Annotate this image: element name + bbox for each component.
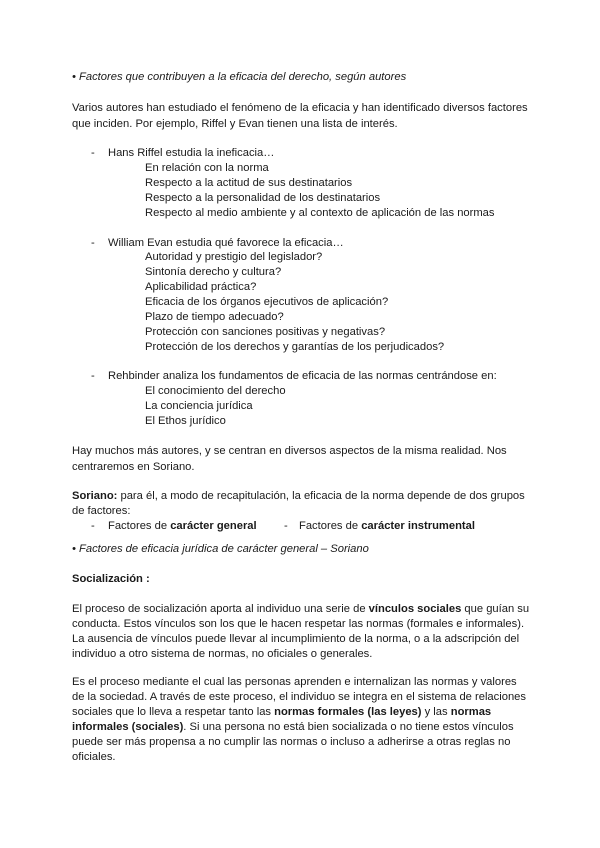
p2-line-2: de la sociedad. A través de este proceso, el individuo se integra en el sistema de relaciones: [72, 691, 526, 703]
factor-bold: carácter instrumental: [361, 520, 475, 532]
dash: -: [91, 147, 95, 159]
p2-line-5: puede ser más propensa a no cumplir las normas o incluso a adherirse a otras reglas no: [72, 736, 511, 748]
list-item: Plazo de tiempo adecuado?: [145, 311, 284, 323]
list-item: Aplicabilidad práctica?: [145, 281, 257, 293]
list-item: Autoridad y prestigio del legislador?: [145, 251, 323, 263]
text: sociales que lo lleva a respetar tanto las: [72, 706, 275, 718]
soriano-line-2: de factores:: [72, 505, 131, 517]
factor-prefix: Factores de: [299, 520, 362, 532]
section-heading-general: [72, 542, 369, 557]
intro-line-2: que inciden. Por ejemplo, Riffel y Evan tienen una lista de interés.: [72, 118, 398, 130]
text: que guían su: [461, 603, 530, 615]
factor-general: [108, 519, 257, 534]
dash: -: [91, 237, 95, 249]
author-rehbinder: [0, 369, 600, 384]
soriano-line-1: [72, 489, 525, 504]
closing-line-1: Hay muchos más autores, y se centran en diversos aspectos de la misma realidad. Nos: [72, 445, 507, 457]
factor-prefix: Factores de: [108, 520, 171, 532]
heading-text: Factores que contribuyen a la eficacia del derecho, según autores: [79, 71, 407, 83]
p1-line-2: conducta. Estos vínculos son los que le hacen respetar las normas (formales e informales).: [72, 618, 525, 630]
closing-line-2: centraremos en Soriano.: [72, 461, 195, 473]
bold-text: normas: [450, 706, 492, 718]
author-title: William Evan estudia qué favorece la eficacia…: [108, 237, 344, 249]
list-item: Eficacia de los órganos ejecutivos de aplicación?: [145, 296, 389, 308]
subheading-socializacion: Socialización :: [72, 573, 150, 585]
list-item: Protección de los derechos y garantías de los perjudicados?: [145, 341, 445, 353]
intro-line-1: Varios autores han estudiado el fenómeno de la eficacia y han identificado diversos factores: [72, 102, 528, 114]
p2-line-4: [72, 720, 514, 735]
p1-line-1: [72, 602, 529, 617]
p2-line-6: oficiales.: [72, 751, 116, 763]
text: y las: [421, 706, 451, 718]
dash: -: [91, 370, 95, 382]
list-item: En relación con la norma: [145, 162, 269, 174]
p1-line-4: individuo a otro sistema de normas, no oficiales o generales.: [72, 648, 373, 660]
bold-text: informales (sociales): [72, 721, 184, 733]
dash: -: [91, 520, 95, 532]
list-item: El conocimiento del derecho: [145, 385, 286, 397]
factor-groups: [0, 519, 600, 534]
list-item: Respecto al medio ambiente y al contexto de aplicación de las normas: [145, 207, 495, 219]
list-item: Protección con sanciones positivas y negativas?: [145, 326, 386, 338]
bullet: •: [72, 71, 76, 83]
author-riffel: [0, 146, 600, 161]
bold-text: vínculos sociales: [368, 603, 462, 615]
bullet: •: [72, 543, 76, 555]
soriano-label: Soriano:: [72, 490, 118, 502]
soriano-text: para él, a modo de recapitulación, la eficacia de la norma depende de dos grupos: [117, 490, 525, 502]
p2-line-1: Es el proceso mediante el cual las personas aprenden e internalizan las normas y valores: [72, 676, 517, 688]
author-title: Rehbinder analiza los fundamentos de eficacia de las normas centrándose en:: [108, 370, 497, 382]
author-title: Hans Riffel estudia la ineficacia…: [108, 147, 275, 159]
p1-line-3: La ausencia de vínculos puede llevar al incumplimiento de la norma, o a la adscripción del: [72, 633, 520, 645]
author-evan: [0, 236, 600, 251]
list-item: El Ethos jurídico: [145, 415, 226, 427]
bold-text: normas formales (las leyes): [274, 706, 422, 718]
p2-line-3: [72, 705, 491, 720]
factor-instrumental: [299, 519, 475, 534]
heading-text: Factores de eficacia jurídica de carácter general – Soriano: [79, 543, 369, 555]
section-heading-authors: [72, 70, 406, 85]
text: El proceso de socialización aporta al individuo una serie de: [72, 603, 369, 615]
dash: -: [284, 520, 288, 532]
list-item: Respecto a la personalidad de los destinatarios: [145, 192, 381, 204]
factor-bold: carácter general: [170, 520, 257, 532]
list-item: La conciencia jurídica: [145, 400, 253, 412]
list-item: Sintonía derecho y cultura?: [145, 266, 282, 278]
list-item: Respecto a la actitud de sus destinatarios: [145, 177, 353, 189]
text: . Si una persona no está bien socializada o no tiene estos vínculos: [183, 721, 514, 733]
